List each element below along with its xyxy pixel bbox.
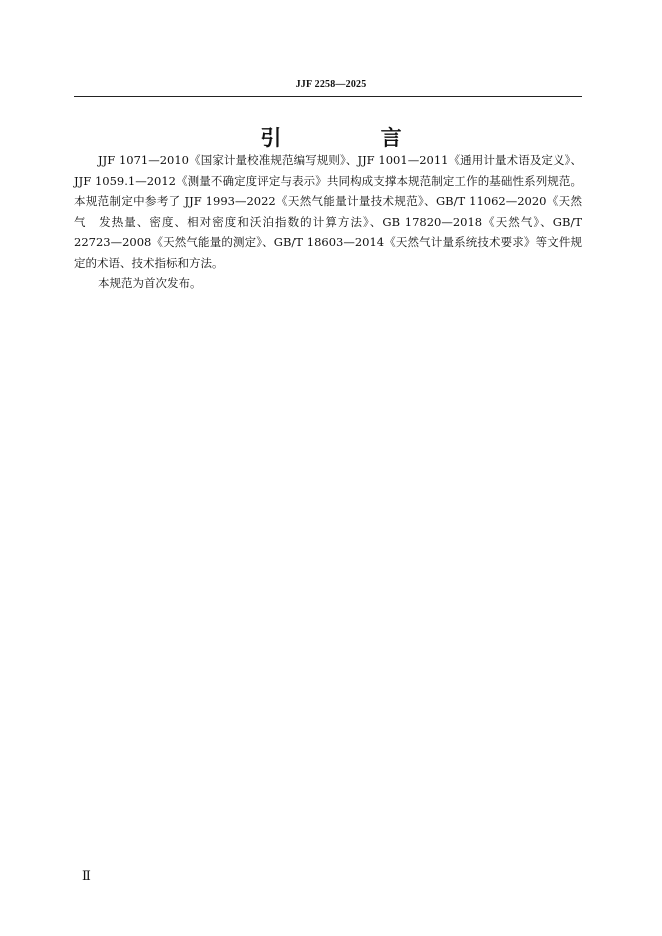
introduction-paragraph-1: JJF 1071—2010《国家计量校准规范编写规则》、JJF 1001—2011《通用计量术语及定义》、JJF 1059.1—2012《测量不确定度评定与表示》共同构成支撑本规范制定工作的基础性系列规范。本规范制定中参考了 JJF 1993—2022《天然气能量计量技术规范》、GB/T 11062—2020《天然气 发热量、密度、相对密度和沃泊指数的计算方法》、GB 17820—2018《天然气》、GB/T 22723—2008《天然气能量的测定》、GB/T 18603—2014《天然气计量系统技术要求》等文件规定的术语、技术指标和方法。 [74,153,582,270]
page-title: 引 言 [260,126,448,150]
introduction-paragraph-2: 本规范为首次发布。 [98,276,202,290]
header-divider [74,96,582,97]
introduction-body [74,150,582,294]
standard-code-header: JJF 2258—2025 [295,79,367,90]
page-number: Ⅱ [82,868,91,883]
